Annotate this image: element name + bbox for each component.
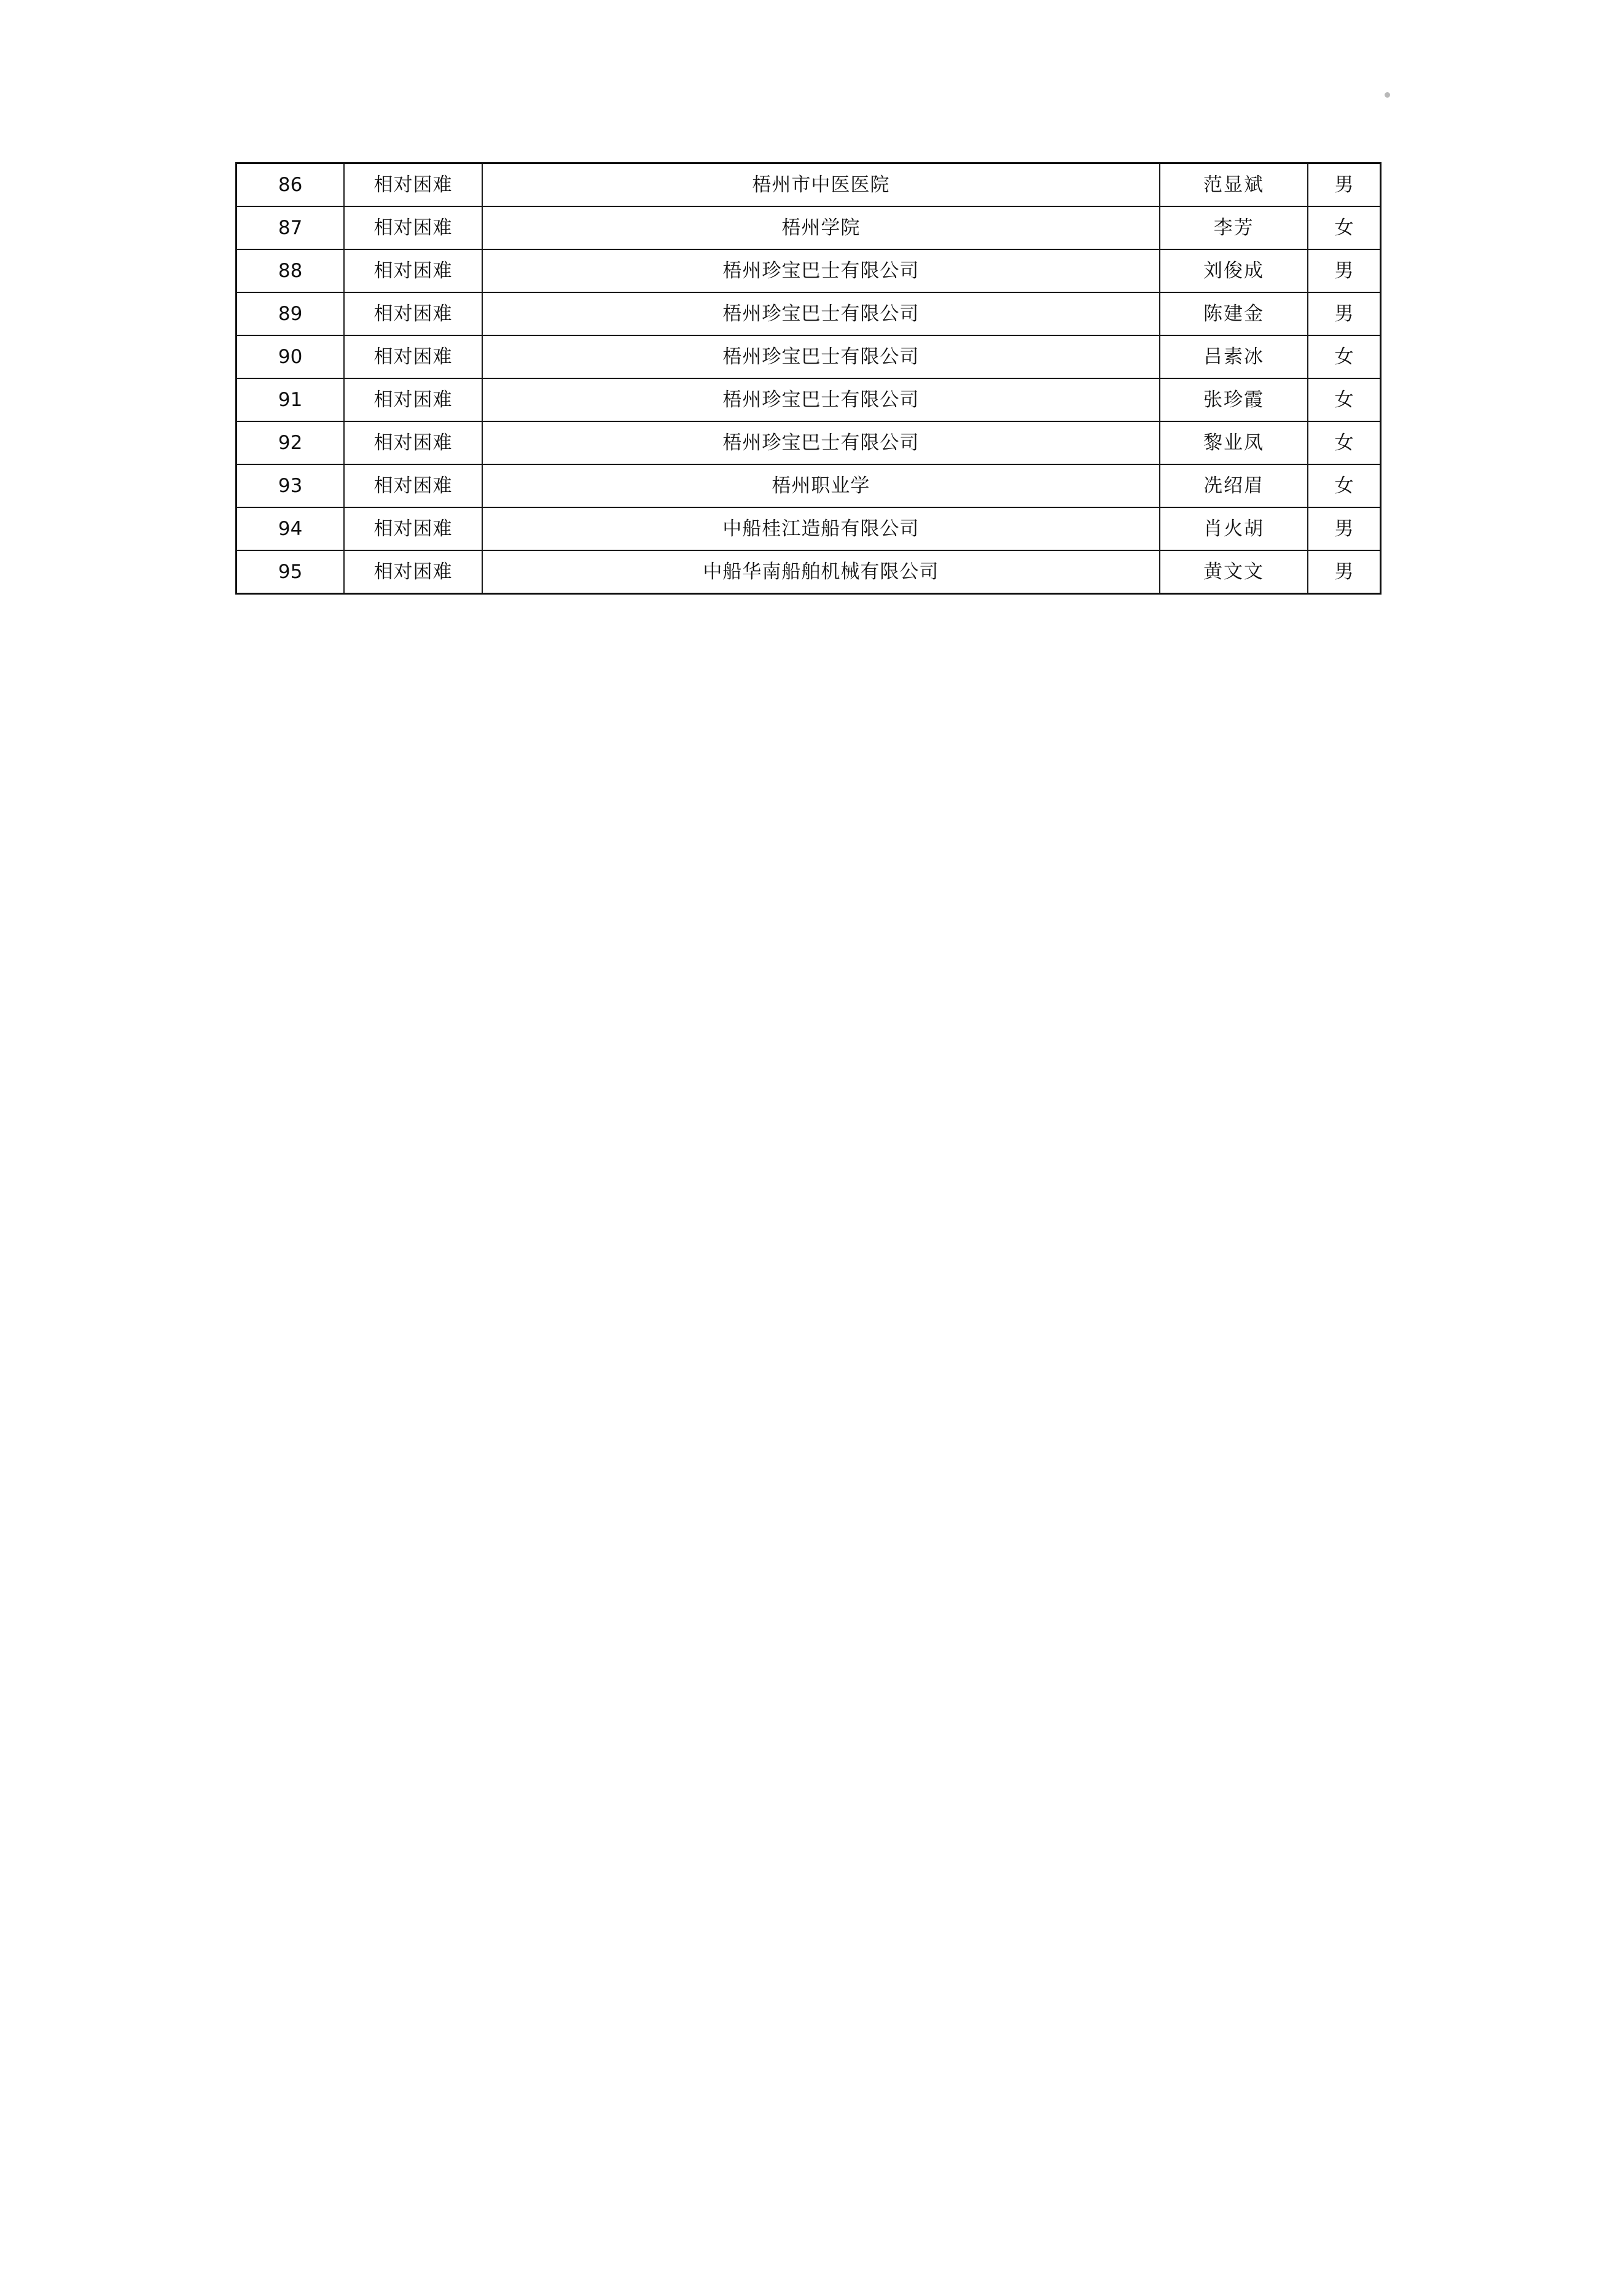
roster-table-container <box>235 162 1382 595</box>
cell-no: 90 <box>236 335 345 378</box>
cell-unit: 梧州珍宝巴士有限公司 <box>482 378 1160 421</box>
cell-gender: 女 <box>1308 378 1381 421</box>
cell-name: 肖火胡 <box>1160 507 1308 550</box>
table-row <box>236 292 1381 335</box>
cell-name: 黎业凤 <box>1160 421 1308 464</box>
table-row <box>236 249 1381 292</box>
cell-category: 相对困难 <box>344 464 482 507</box>
cell-gender: 男 <box>1308 249 1381 292</box>
cell-unit: 中船华南船舶机械有限公司 <box>482 550 1160 594</box>
roster-table <box>235 162 1382 595</box>
cell-name: 陈建金 <box>1160 292 1308 335</box>
cell-category: 相对困难 <box>344 421 482 464</box>
cell-unit: 梧州学院 <box>482 206 1160 249</box>
cell-name: 黄文文 <box>1160 550 1308 594</box>
cell-gender: 女 <box>1308 421 1381 464</box>
table-row <box>236 335 1381 378</box>
cell-gender: 女 <box>1308 206 1381 249</box>
cell-gender: 男 <box>1308 550 1381 594</box>
table-row <box>236 163 1381 207</box>
scan-speck-icon <box>1385 92 1390 98</box>
cell-name: 李芳 <box>1160 206 1308 249</box>
cell-gender: 男 <box>1308 163 1381 207</box>
cell-no: 94 <box>236 507 345 550</box>
table-row <box>236 421 1381 464</box>
cell-name: 张珍霞 <box>1160 378 1308 421</box>
cell-category: 相对困难 <box>344 206 482 249</box>
cell-no: 95 <box>236 550 345 594</box>
table-row <box>236 550 1381 594</box>
cell-name: 吕素冰 <box>1160 335 1308 378</box>
cell-unit: 梧州珍宝巴士有限公司 <box>482 335 1160 378</box>
cell-category: 相对困难 <box>344 550 482 594</box>
cell-no: 92 <box>236 421 345 464</box>
cell-unit: 梧州珍宝巴士有限公司 <box>482 249 1160 292</box>
cell-name: 冼绍眉 <box>1160 464 1308 507</box>
cell-category: 相对困难 <box>344 249 482 292</box>
cell-no: 91 <box>236 378 345 421</box>
roster-table-body <box>236 163 1381 594</box>
table-row <box>236 378 1381 421</box>
cell-gender: 女 <box>1308 335 1381 378</box>
cell-name: 刘俊成 <box>1160 249 1308 292</box>
cell-no: 88 <box>236 249 345 292</box>
cell-gender: 男 <box>1308 507 1381 550</box>
cell-unit: 梧州珍宝巴士有限公司 <box>482 292 1160 335</box>
cell-no: 86 <box>236 163 345 207</box>
cell-unit: 中船桂江造船有限公司 <box>482 507 1160 550</box>
table-row <box>236 206 1381 249</box>
cell-no: 93 <box>236 464 345 507</box>
cell-gender: 男 <box>1308 292 1381 335</box>
table-row <box>236 507 1381 550</box>
cell-category: 相对困难 <box>344 292 482 335</box>
cell-category: 相对困难 <box>344 335 482 378</box>
cell-no: 89 <box>236 292 345 335</box>
cell-unit: 梧州职业学 <box>482 464 1160 507</box>
cell-category: 相对困难 <box>344 378 482 421</box>
cell-no: 87 <box>236 206 345 249</box>
cell-unit: 梧州珍宝巴士有限公司 <box>482 421 1160 464</box>
cell-gender: 女 <box>1308 464 1381 507</box>
cell-name: 范显斌 <box>1160 163 1308 207</box>
table-row <box>236 464 1381 507</box>
cell-category: 相对困难 <box>344 163 482 207</box>
cell-unit: 梧州市中医医院 <box>482 163 1160 207</box>
cell-category: 相对困难 <box>344 507 482 550</box>
